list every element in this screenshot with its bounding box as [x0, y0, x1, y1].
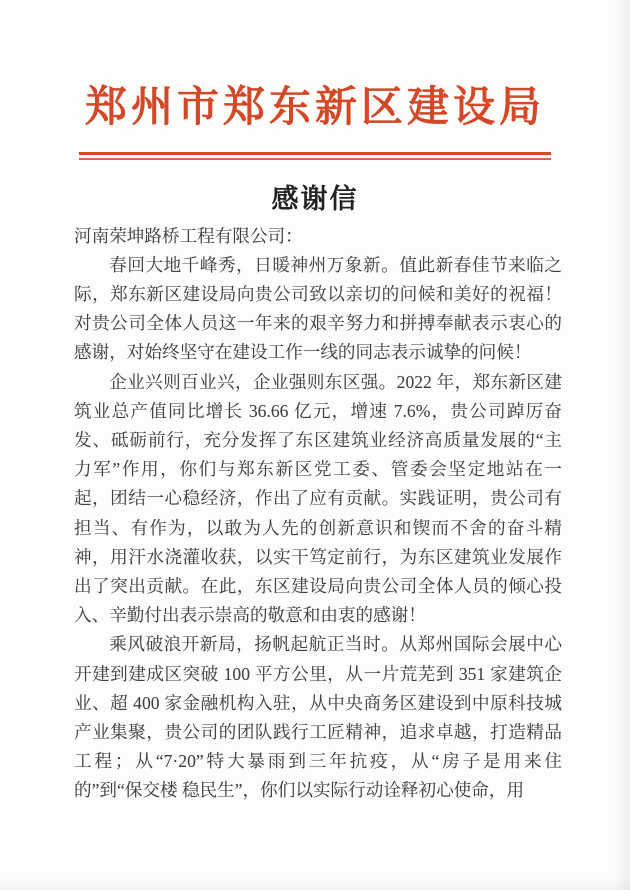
letter-line: 出了突出贡献。在此，东区建设局向贵公司全体人员的倾心投 — [74, 575, 562, 596]
letter-line: 对贵公司全体人员这一年来的艰辛努力和拼搏奉献表示衷心的 — [74, 313, 562, 334]
letter-line: 入、辛勤付出表示崇高的敬意和由衷的感谢！ — [74, 605, 426, 626]
rule-thin-line — [79, 158, 551, 160]
letter-title: 感谢信 — [271, 183, 359, 214]
letter-line: 发、砥砺前行，充分发挥了东区建筑业经济高质量发展的“主 — [74, 429, 562, 450]
rule-thick-line — [79, 152, 551, 155]
letter-line: 开建到建成区突破 100 平方公里，从一片荒芜到 351 家建筑企 — [74, 663, 562, 684]
letter-line: 乘风破浪开新局，扬帆起航正当时。从郑州国际会展中心 — [109, 634, 562, 655]
letter-line: 际，郑东新区建设局向贵公司致以亲切的问候和美好的祝福！ — [74, 283, 562, 304]
letter-line: 筑业总产值同比增长 36.66 亿元，增速 7.6%，贵公司踔厉奋 — [74, 400, 562, 421]
paragraphs — [74, 251, 562, 806]
letter-line: 业、超 400 家金融机构入驻，从中央商务区建设到中原科技城 — [74, 692, 562, 713]
letter-body — [74, 222, 562, 806]
letter-line: 感谢，对始终坚守在建设工作一线的同志表示诚挚的问候！ — [74, 342, 532, 363]
agency-title: 郑州市郑东新区建设局 — [84, 85, 545, 131]
letter-line: 产业集聚，贵公司的团队践行工匠精神，追求卓越，打造精品 — [74, 721, 562, 742]
letter-line: 起，团结一心稳经济，作出了应有贡献。实践证明，贵公司有 — [74, 488, 562, 509]
letter-line: 担当、有作为，以敢为人先的创新意识和锲而不舍的奋斗精 — [74, 517, 562, 538]
header-rule — [79, 152, 551, 160]
letter-line: 工程；从“7·20”特大暴雨到三年抗疫，从“房子是用来住 — [74, 751, 562, 772]
letter-line: 春回大地千峰秀，日暖神州万象新。值此新春佳节来临之 — [109, 254, 562, 275]
letter-line: 企业兴则百业兴，企业强则东区强。2022 年，郑东新区建 — [109, 371, 562, 392]
letter-line: 神，用汗水浇灌收获，以实干笃定前行，为东区建筑业发展作 — [74, 546, 562, 567]
salutation: 河南荣坤路桥工程有限公司： — [74, 225, 303, 246]
letter-line: 力军”作用，你们与郑东新区党工委、管委会坚定地站在一 — [74, 459, 562, 480]
letter-line: 的”到“保交楼 稳民生”，你们以实际行动诠释初心使命，用 — [74, 780, 525, 801]
